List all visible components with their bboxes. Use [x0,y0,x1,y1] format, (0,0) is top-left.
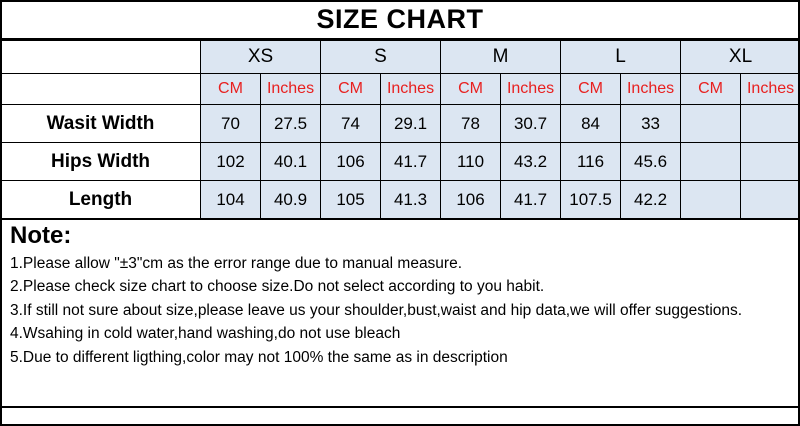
cell-wasit-xs-cm: 70 [201,105,261,143]
unit-s-inches: Inches [381,74,441,105]
table-row [1,181,800,219]
unit-xl-inches: Inches [741,74,800,105]
cell-wasit-s-in: 29.1 [381,105,441,143]
cell-wasit-xl-in [741,105,800,143]
note-section [0,219,800,408]
cell-length-s-in: 41.3 [381,181,441,219]
unit-xs-cm: CM [201,74,261,105]
table-row [1,105,800,143]
cell-length-l-in: 42.2 [621,181,681,219]
unit-m-cm: CM [441,74,501,105]
size-header-s: S [321,41,441,74]
size-header-m: M [441,41,561,74]
cell-wasit-m-in: 30.7 [501,105,561,143]
cell-length-m-in: 41.7 [501,181,561,219]
cell-length-l-cm: 107.5 [561,181,621,219]
cell-hips-s-in: 41.7 [381,143,441,181]
unit-xs-inches: Inches [261,74,321,105]
cell-length-xl-cm [681,181,741,219]
cell-hips-xl-in [741,143,800,181]
unit-s-cm: CM [321,74,381,105]
table-header-sizes [1,41,800,74]
cell-hips-s-cm: 106 [321,143,381,181]
cell-wasit-l-cm: 84 [561,105,621,143]
row-label-length: Length [1,181,201,219]
cell-hips-xs-cm: 102 [201,143,261,181]
size-chart-table [0,40,800,219]
table-row [1,143,800,181]
note-line-4: 4.Wsahing in cold water,hand washing,do not use bleach [10,325,401,343]
cell-length-s-cm: 105 [321,181,381,219]
note-line-1: 1.Please allow "±3"cm as the error range due to manual measure. [10,254,463,272]
note-line-2: 2.Please check size chart to choose size.Do not select according to you habit. [10,278,545,296]
cell-wasit-l-in: 33 [621,105,681,143]
size-header-xs: XS [201,41,321,74]
cell-hips-l-in: 45.6 [621,143,681,181]
table-header-units [1,74,800,105]
unit-l-inches: Inches [621,74,681,105]
cell-hips-xl-cm [681,143,741,181]
cell-wasit-xl-cm [681,105,741,143]
unit-l-cm: CM [561,74,621,105]
cell-length-xs-in: 40.9 [261,181,321,219]
cell-hips-l-cm: 116 [561,143,621,181]
note-heading: Note: [10,222,72,249]
cell-hips-m-cm: 110 [441,143,501,181]
size-header-xl: XL [681,41,800,74]
cell-wasit-xs-in: 27.5 [261,105,321,143]
note-line-5: 5.Due to different ligthing,color may not 100% the same as in description [10,348,508,366]
row-label-hips-width: Hips Width [1,143,201,181]
chart-title-row [0,0,800,40]
unit-m-inches: Inches [501,74,561,105]
cell-length-xl-in [741,181,800,219]
cell-hips-m-in: 43.2 [501,143,561,181]
row-label-wasit-width: Wasit Width [1,105,201,143]
cell-length-m-cm: 106 [441,181,501,219]
note-line-3: 3.If still not sure about size,please leave us your shoulder,bust,waist and hip data,we will offer suggestions. [10,301,743,319]
cell-wasit-m-cm: 78 [441,105,501,143]
cell-wasit-s-cm: 74 [321,105,381,143]
unit-xl-cm: CM [681,74,741,105]
size-header-l: L [561,41,681,74]
cell-hips-xs-in: 40.1 [261,143,321,181]
unit-corner-blank [1,74,201,105]
page-title: SIZE CHART [316,3,484,34]
cell-length-xs-cm: 104 [201,181,261,219]
header-corner-blank [1,41,201,74]
